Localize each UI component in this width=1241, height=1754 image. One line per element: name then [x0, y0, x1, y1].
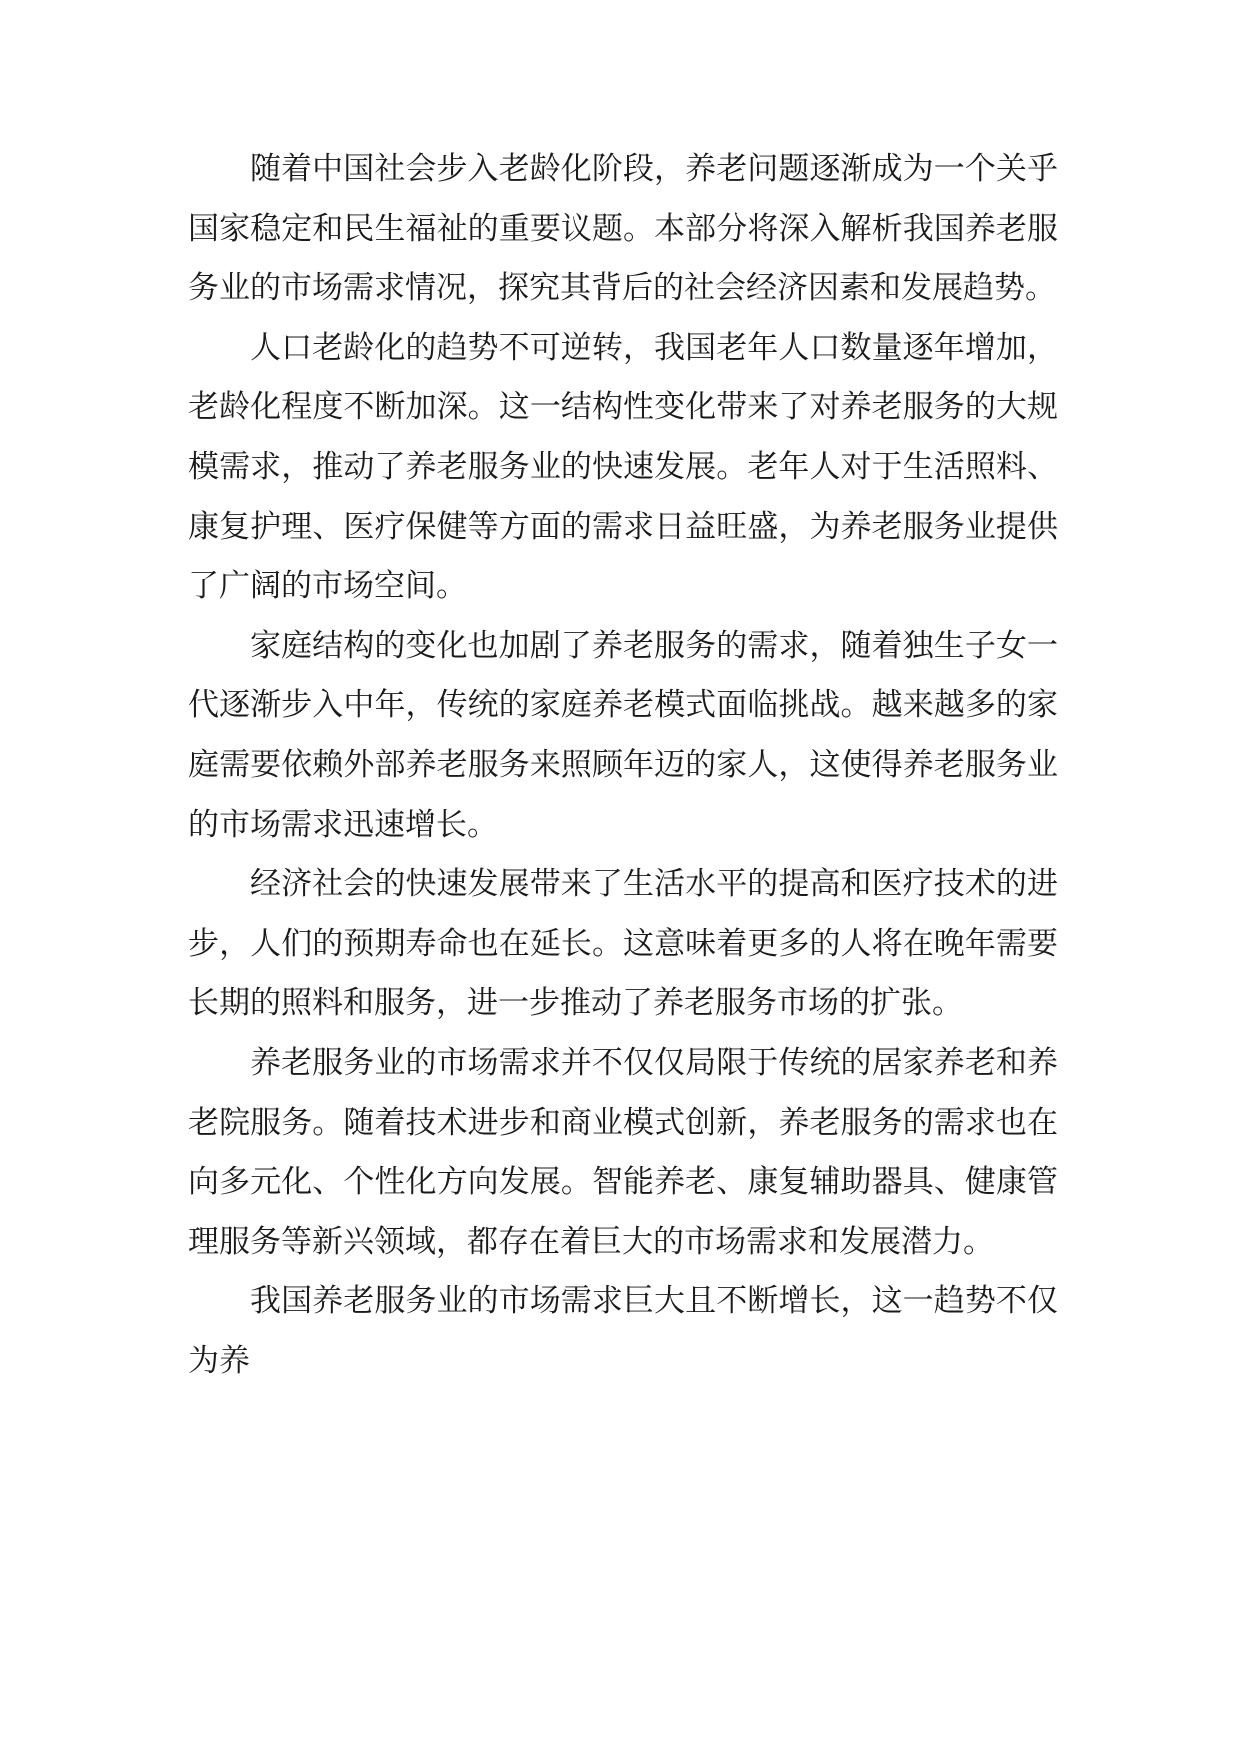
- paragraph-6: 我国养老服务业的市场需求巨大且不断增长，这一趋势不仅为养: [188, 1283, 1058, 1379]
- paragraph-2: 人口老龄化的趋势不可逆转，我国老年人口数量逐年增加，老龄化程度不断加深。这一结构性变化带来了对养老服务的大规模需求，推动了养老服务业的快速发展。老年人对于生活照料、康复护理、医疗保健等方面的需求日益旺盛，为养老服务业提供了广阔的市场空间。: [188, 329, 1058, 605]
- paragraph-5: 养老服务业的市场需求并不仅仅局限于传统的居家养老和养老院服务。随着技术进步和商业模式创新，养老服务的需求也在向多元化、个性化方向发展。智能养老、康复辅助器具、健康管理服务等新兴领域，都存在着巨大的市场需求和发展潜力。: [188, 1044, 1058, 1260]
- body-text: [188, 140, 1058, 1391]
- paragraph-1: 随着中国社会步入老龄化阶段，养老问题逐渐成为一个关乎国家稳定和民生福祉的重要议题。本部分将深入解析我国养老服务业的市场需求情况，探究其背后的社会经济因素和发展趋势。: [188, 151, 1058, 307]
- paragraph-4: 经济社会的快速发展带来了生活水平的提高和医疗技术的进步，人们的预期寿命也在延长。这意味着更多的人将在晚年需要长期的照料和服务，进一步推动了养老服务市场的扩张。: [188, 866, 1058, 1022]
- paragraph-3: 家庭结构的变化也加剧了养老服务的需求，随着独生子女一代逐渐步入中年，传统的家庭养老模式面临挑战。越来越多的家庭需要依赖外部养老服务来照顾年迈的家人，这使得养老服务业的市场需求迅速增长。: [188, 627, 1058, 843]
